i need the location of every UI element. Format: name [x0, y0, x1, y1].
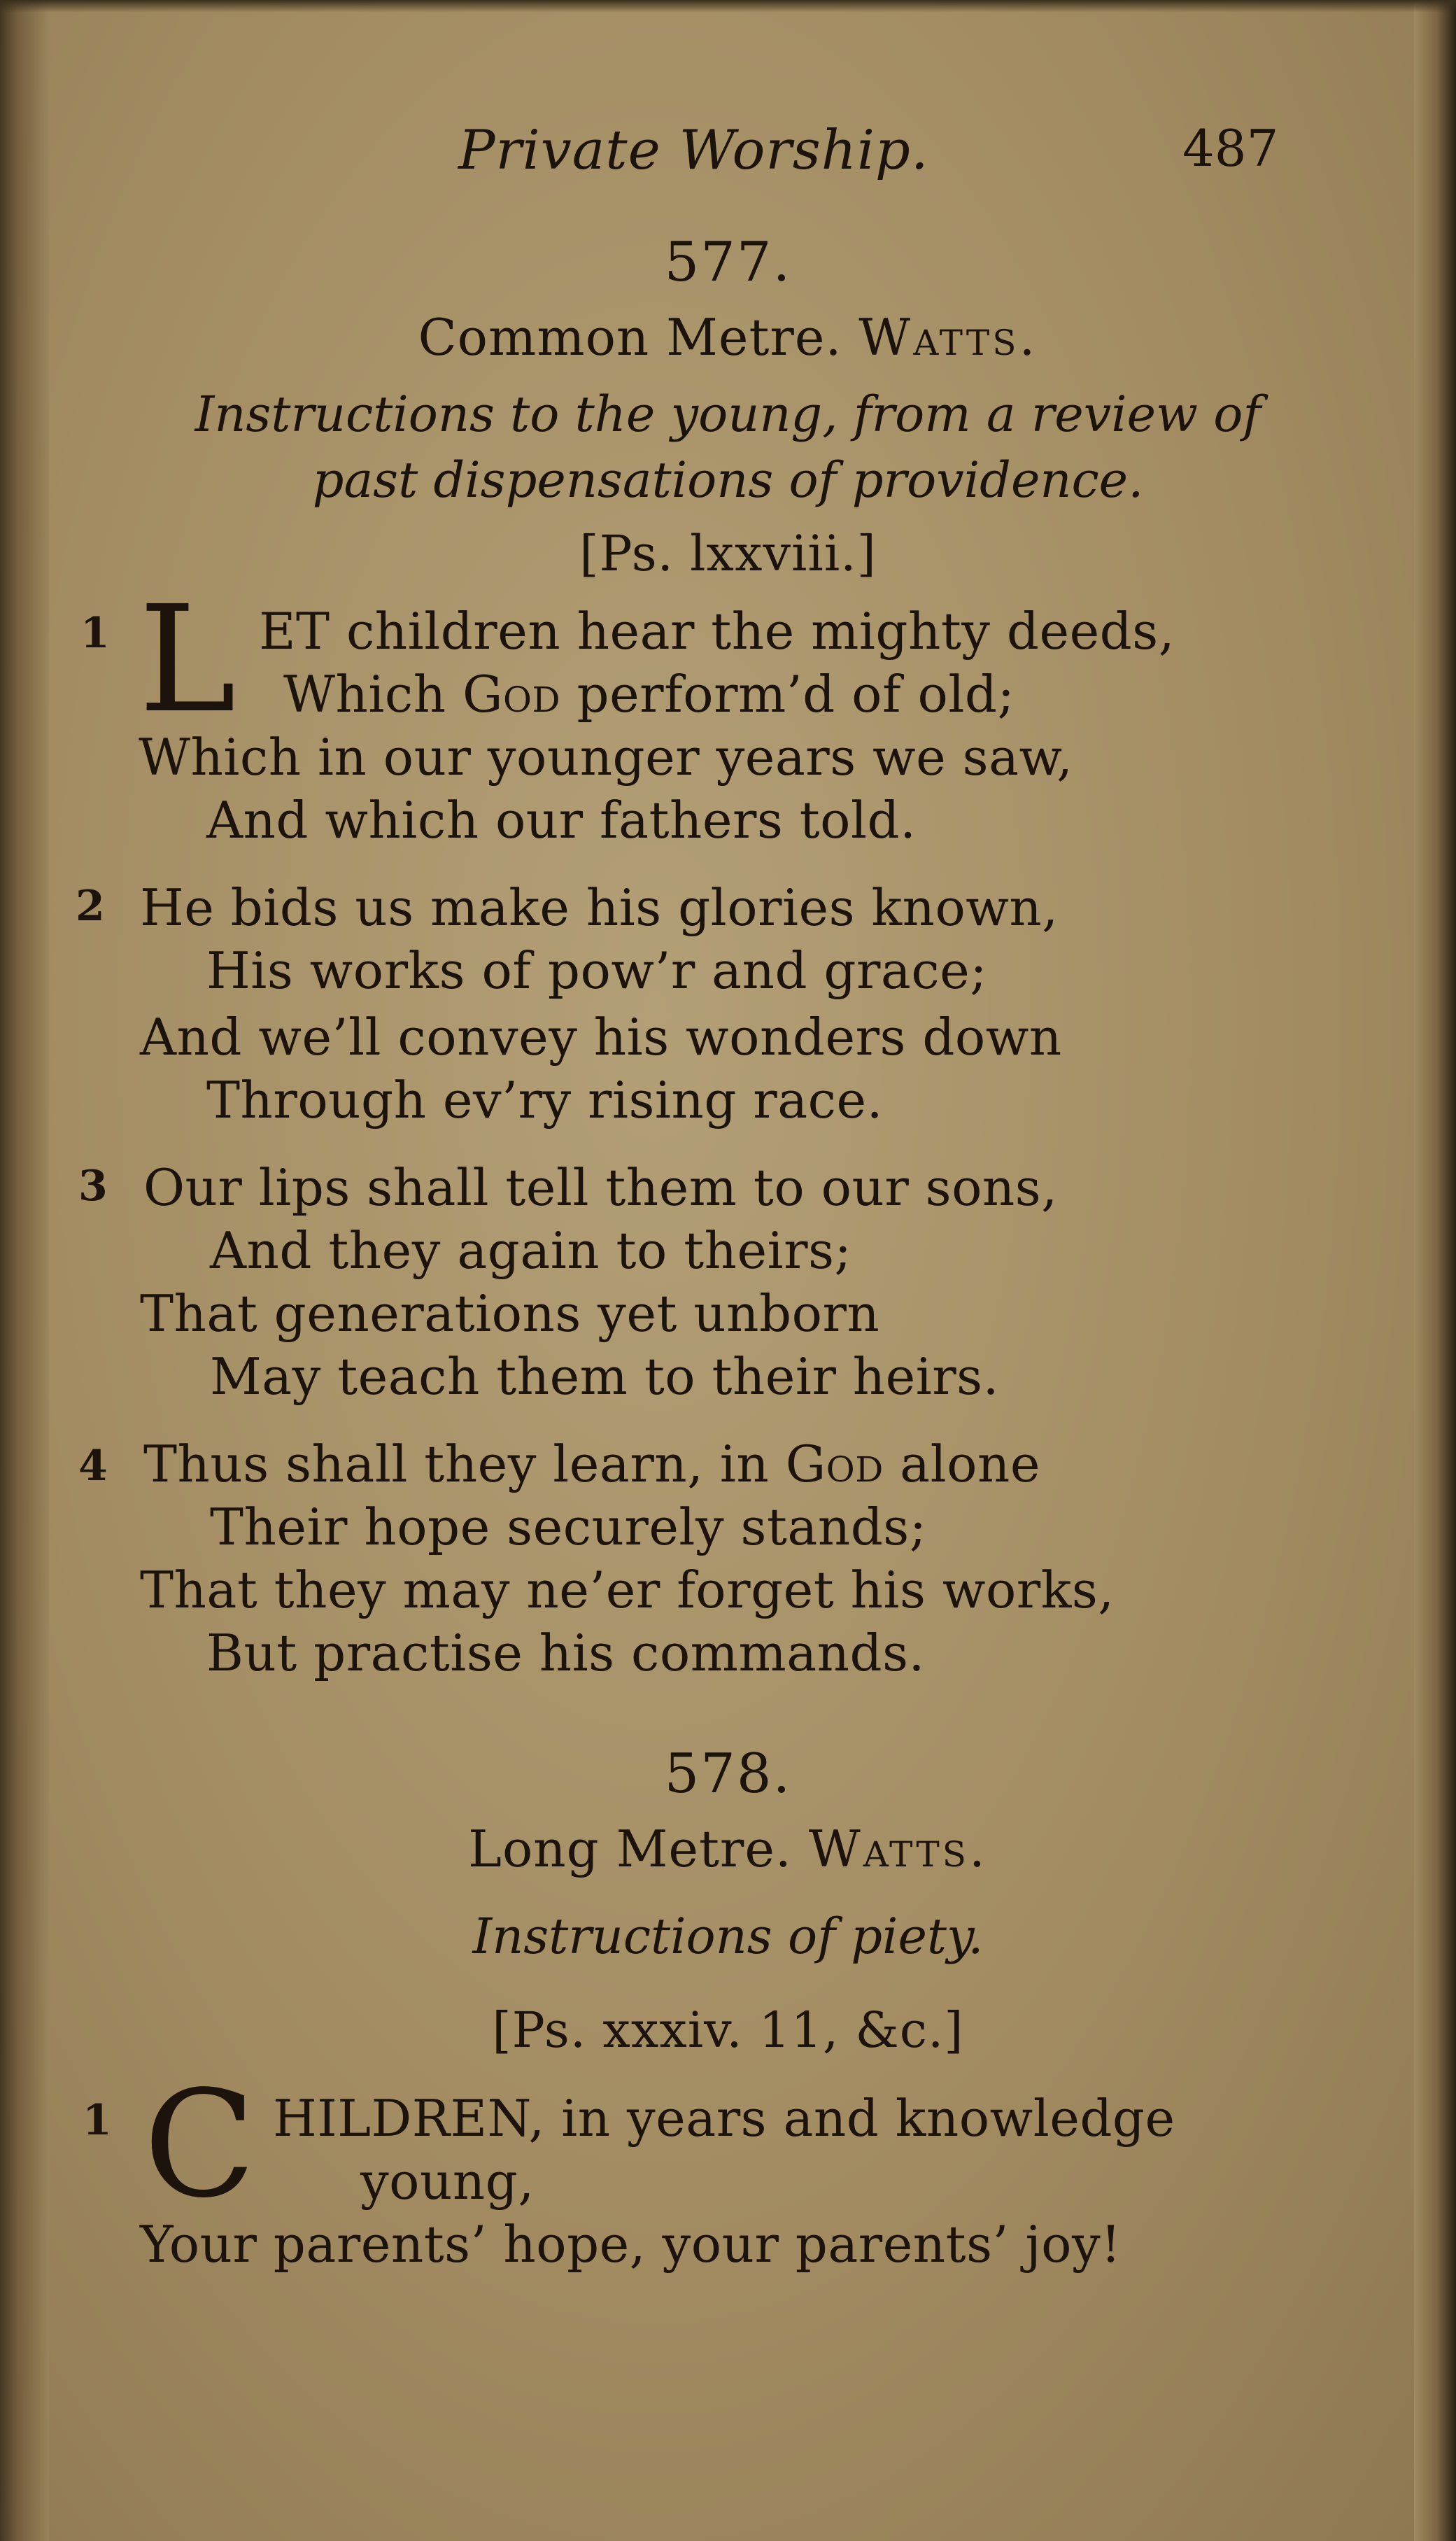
drop-cap: L: [139, 574, 236, 745]
hymn-title: [0, 381, 1456, 513]
verse-line: Your parents’ hope, your parents’ joy!: [140, 2215, 1122, 2274]
verse-line: Thus shall they learn, in God alone: [143, 1435, 1040, 1493]
author: Watts.: [858, 308, 1038, 367]
verse-line: Their hope securely stands;: [210, 1498, 927, 1556]
stanza-number: 3: [78, 1162, 108, 1211]
hymn-metre-line: [0, 308, 1456, 367]
running-head: Private Worship.: [458, 119, 929, 182]
hymn-title: Instructions of piety.: [472, 1908, 984, 1965]
metre: Long Metre.: [468, 1819, 792, 1878]
verse-line: Our lips shall tell them to our sons,: [143, 1158, 1058, 1217]
stanza-number: 4: [78, 1442, 108, 1491]
verse-line: Through ev’ry rising race.: [206, 1071, 883, 1129]
verse-line: And we’ll convey his wonders down: [140, 1008, 1062, 1067]
verse-line: He bids us make his glories known,: [140, 878, 1059, 937]
hymn-metre-line: [0, 1819, 1456, 1878]
verse-line: May teach them to their heirs.: [210, 1347, 1000, 1406]
hymn-title-line: past dispensations of providence.: [312, 451, 1144, 509]
page-header: [0, 105, 1456, 182]
verse-line: And which our fathers told.: [206, 791, 917, 850]
hymn-title-line: Instructions to the young, from a review of: [195, 386, 1261, 443]
verse-line: That they may ne’er forget his works,: [140, 1561, 1115, 1619]
scripture-reference: [Ps. lxxviii.]: [579, 525, 877, 582]
stanza-number: 2: [76, 882, 105, 931]
stanza-number: 1: [83, 2096, 112, 2145]
metre: Common Metre.: [418, 308, 842, 367]
author: Watts.: [808, 1819, 988, 1878]
verse-line: But practise his commands.: [206, 1624, 925, 1682]
verse-line: And they again to theirs;: [210, 1221, 852, 1280]
verse-line: Which God perform’d of old;: [283, 665, 1015, 724]
scripture-reference: [Ps. xxxiv. 11, &c.]: [492, 2001, 964, 2059]
verse-line: Which in our younger years we saw,: [139, 728, 1073, 787]
hymn-number: 578.: [664, 1743, 792, 1806]
page-top-edge: [0, 0, 1456, 13]
page-number: 487: [1182, 119, 1279, 178]
verse-line: That generations yet unborn: [140, 1284, 880, 1343]
verse-line: His works of pow’r and grace;: [206, 941, 988, 1000]
verse-line: HILDREN, in years and knowledge: [273, 2089, 1175, 2148]
drop-cap: C: [143, 2059, 256, 2230]
hymn-number: 577.: [664, 231, 792, 294]
verse-line: ET children hear the mighty deeds,: [259, 602, 1175, 661]
stanza-number: 1: [80, 609, 110, 658]
verse-line: young,: [360, 2152, 535, 2211]
